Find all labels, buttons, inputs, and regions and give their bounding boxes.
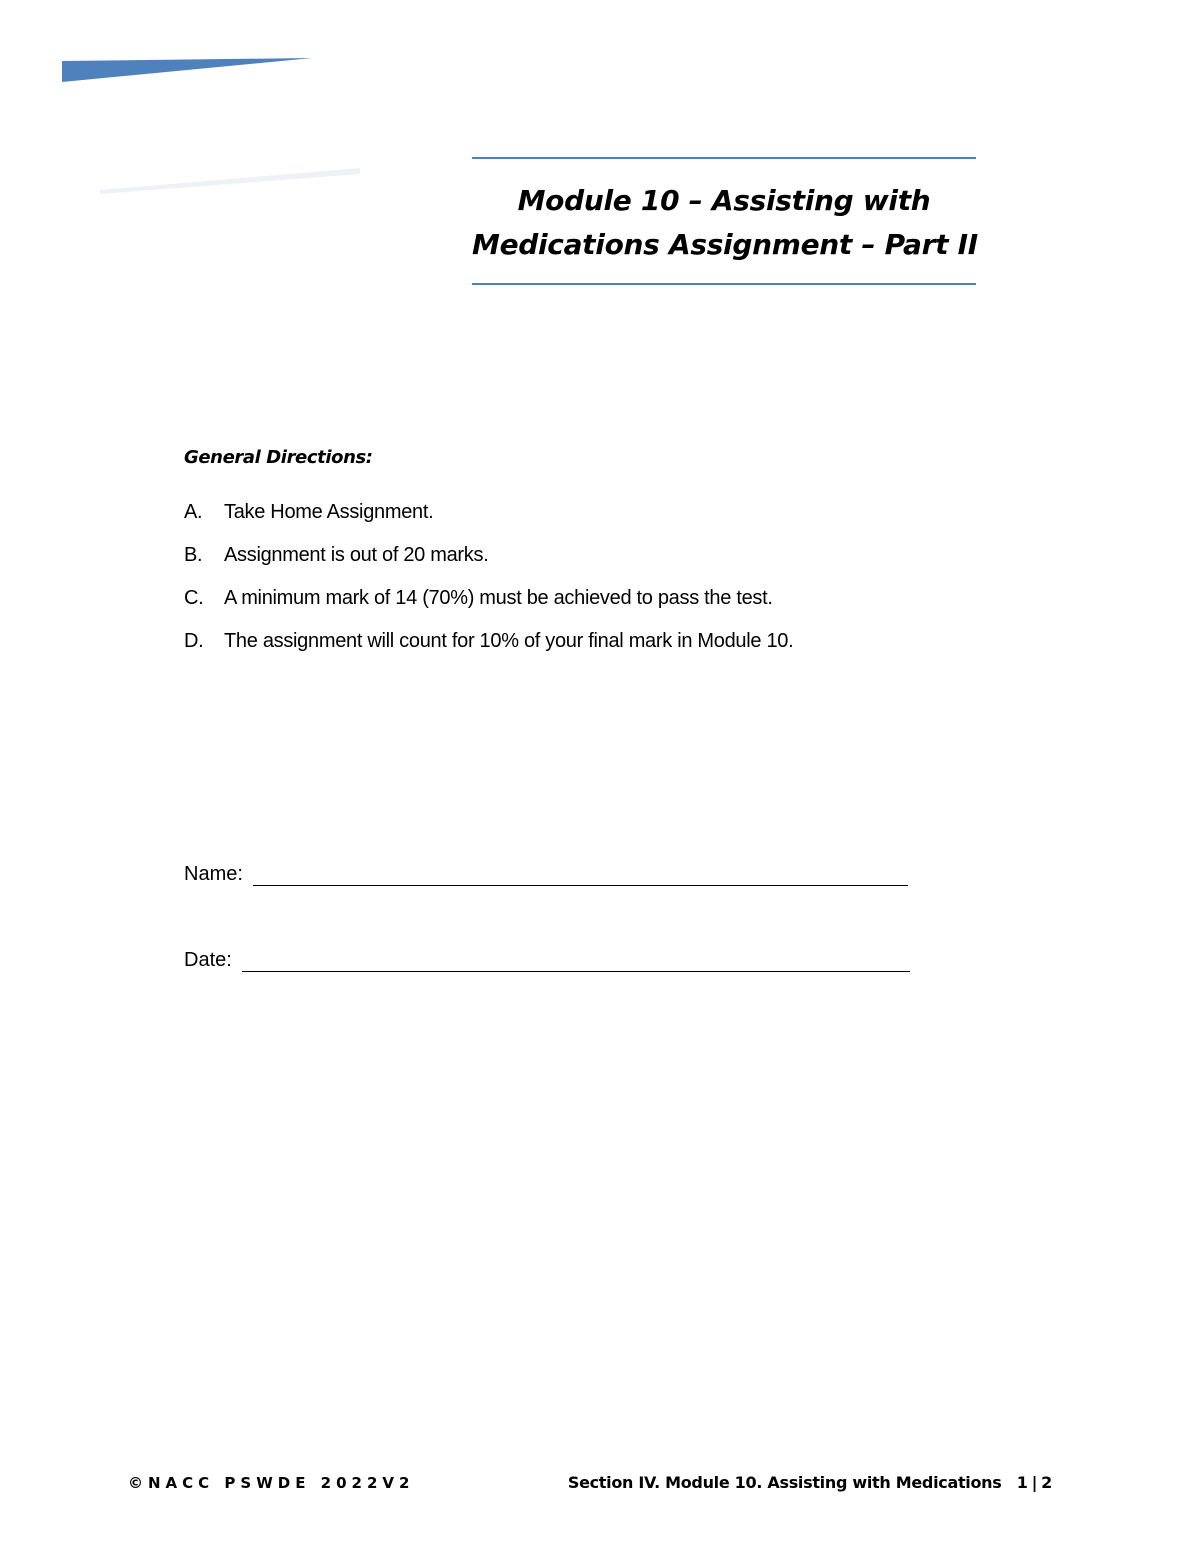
- footer-page-separator: |: [1031, 1473, 1038, 1492]
- logo-faint-swoosh: [100, 160, 360, 196]
- date-field: [184, 948, 910, 972]
- name-label: Name:: [184, 863, 243, 885]
- directions-heading: General Directions:: [184, 447, 373, 468]
- title-block: [472, 157, 976, 287]
- list-item-text: A minimum mark of 14 (70%) must be achieved to pass the test.: [224, 587, 773, 609]
- title-top-rule: [472, 157, 976, 159]
- list-item-letter: C.: [184, 587, 204, 609]
- name-field: [184, 862, 908, 886]
- footer-copyright: ©NACC PSWDE 2022V2: [128, 1474, 415, 1492]
- title-line-1: Module 10 – Assisting with: [517, 184, 931, 217]
- list-item: [184, 586, 984, 610]
- footer-page-info: [568, 1472, 1052, 1494]
- list-item-text: Take Home Assignment.: [224, 501, 434, 523]
- document-title: [472, 179, 976, 267]
- general-directions: [184, 446, 984, 672]
- list-item-letter: B.: [184, 544, 203, 566]
- title-bottom-rule: [472, 283, 976, 285]
- directions-list: [184, 500, 984, 653]
- footer-page-current: 1: [1016, 1473, 1028, 1492]
- footer-section: Section IV. Module 10. Assisting with Medications: [567, 1473, 1002, 1492]
- list-item-text: Assignment is out of 20 marks.: [224, 544, 489, 566]
- list-item-letter: D.: [184, 630, 204, 652]
- footer-page-total: 2: [1041, 1473, 1052, 1492]
- date-blank-line: [242, 949, 910, 972]
- list-item: [184, 500, 984, 524]
- logo-wedge-graphic: [62, 58, 312, 84]
- list-item-letter: A.: [184, 501, 203, 523]
- list-item: [184, 543, 984, 567]
- date-label: Date:: [184, 949, 232, 971]
- list-item-text: The assignment will count for 10% of your final mark in Module 10.: [224, 630, 794, 652]
- list-item: [184, 629, 984, 653]
- name-blank-line: [253, 863, 908, 886]
- title-line-2: Medications Assignment – Part II: [472, 228, 978, 261]
